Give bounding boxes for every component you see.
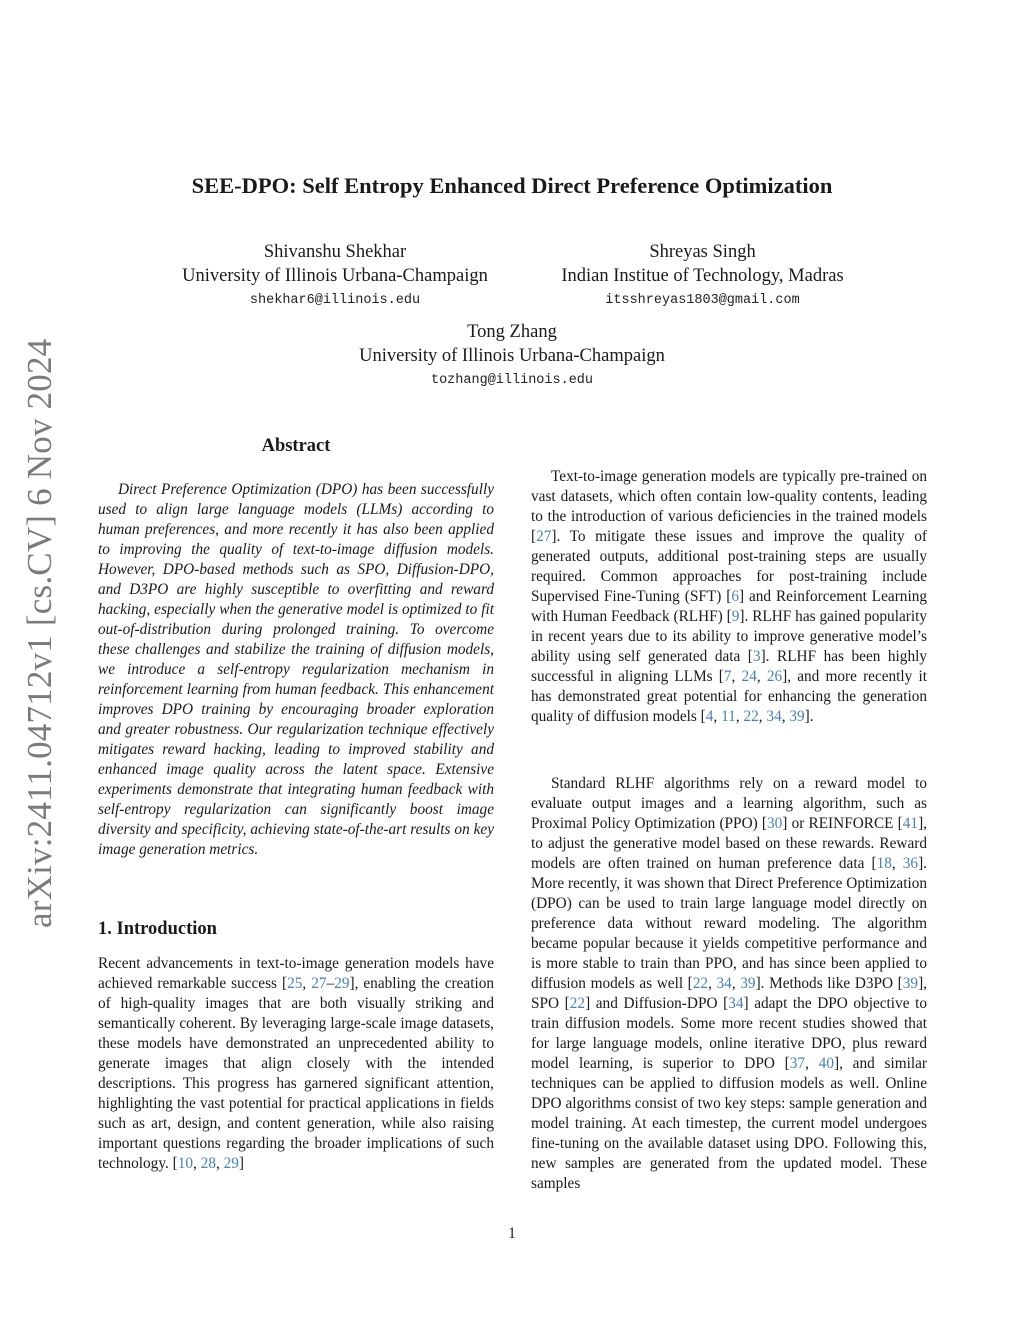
citation-link[interactable]: 4 bbox=[705, 708, 714, 725]
page-number: 1 bbox=[508, 1225, 516, 1242]
citation-link[interactable]: 22 bbox=[692, 975, 709, 992]
author-name: Tong Zhang bbox=[467, 322, 557, 342]
citation-link[interactable]: 10 bbox=[177, 1155, 194, 1172]
citation-link[interactable]: 6 bbox=[731, 588, 739, 605]
intro-paragraph-1: Recent advancements in text-to-image generation models have achieved remarkable success [25, 27–29], enabling the creation of high-quality images that are both visually striking and semantically coherent. By leveraging large-scale image datasets, these models have demonstrated an unprecedented ability to generate images that align closely with the intended descriptions. This progress has garnered significant attention, highlighting the vast potential for practical applications in fields such as art, design, and content generation, while also raising important questions regarding the broader implications of such technology. [10, 28, 29] bbox=[98, 955, 495, 1172]
author-affiliation: University of Illinois Urbana-Champaign bbox=[182, 266, 488, 286]
citation-link[interactable]: 9 bbox=[731, 608, 740, 625]
citation-link[interactable]: 41 bbox=[902, 815, 919, 832]
author-email[interactable]: itsshreyas1803@gmail.com bbox=[605, 293, 800, 308]
citation-link[interactable]: 3 bbox=[752, 648, 761, 665]
citation-link[interactable]: 27 bbox=[311, 975, 327, 992]
citation-link[interactable]: 39 bbox=[789, 708, 805, 725]
section-heading-introduction: 1. Introduction bbox=[98, 919, 217, 939]
citation-link[interactable]: 39 bbox=[902, 975, 919, 992]
abstract-text: Direct Preference Optimization (DPO) has been successfully used to align large language models (LLMs) according to human preferences, and more recently it has also been applied to improving the quality of text-to-image diffusion models. However, DPO-based methods such as SPO, Diffusion-DPO, and D3PO are highly susceptible to overfitting and reward hacking, especially when the generative model is optimized to fit out-of-distribution during prolonged training. To overcome these challenges and stabilize the training of diffusion models, we introduce a self-entropy regularization mechanism in reinforcement learning from human feedback. This enhancement improves DPO training by encouraging broader exploration and greater robustness. Our regularization technique effectively mitigates reward hacking, leading to improved stability and enhanced image quality across the latent space. Extensive experiments demonstrate that integrating human feedback with self-entropy regularization can significantly boost image diversity and specificity, achieving state-of-the-art results on key image generation metrics. bbox=[98, 481, 494, 858]
paper-title: SEE-DPO: Self Entropy Enhanced Direct Preference Optimization bbox=[191, 173, 833, 198]
citation-link[interactable]: 22 bbox=[743, 708, 759, 725]
author-block bbox=[530, 240, 875, 312]
citation-link[interactable]: 25 bbox=[287, 975, 303, 992]
author-name: Shivanshu Shekhar bbox=[263, 242, 407, 262]
citation-link[interactable]: 22 bbox=[569, 995, 586, 1012]
citation-link[interactable]: 7 bbox=[723, 668, 732, 685]
citation-link[interactable]: 29 bbox=[223, 1155, 239, 1172]
intro-paragraph-2: Text-to-image generation models are typically pre-trained on vast datasets, which often contain low-quality contents, leading to the introduction of various deficiencies in the trained models [27]. To mitigate these issues and improve the quality of generated outputs, additional post-training steps are usually required. Common approaches for post-training include Supervised Fine-Tuning (SFT) [6] and Reinforcement Learning with Human Feedback (RLHF) [9]. RLHF has gained popularity in recent years due to its ability to improve generative model’s ability using self generated data [3]. RLHF has been highly successful in aligning LLMs [7, 24, 26], and more recently it has demonstrated great potential for enhancing the generation quality of diffusion models [4, 11, 22, 34, 39]. bbox=[531, 468, 927, 725]
arxiv-identifier-stamp[interactable]: arXiv:2411.04712v1 [cs.CV] 6 Nov 2024 bbox=[20, 338, 59, 928]
author-affiliation: Indian Institue of Technology, Madras bbox=[561, 266, 844, 286]
citation-link[interactable]: 18 bbox=[876, 855, 892, 872]
author-affiliation: University of Illinois Urbana-Champaign bbox=[359, 346, 665, 366]
citation-link[interactable]: 28 bbox=[200, 1155, 216, 1172]
citation-link[interactable]: 34 bbox=[728, 995, 744, 1012]
citation-link[interactable]: 37 bbox=[789, 1055, 806, 1072]
citation-link[interactable]: 27 bbox=[536, 528, 552, 545]
citation-link[interactable]: 30 bbox=[767, 815, 783, 832]
citation-link[interactable]: 39 bbox=[740, 975, 756, 992]
intro-paragraph-3: Standard RLHF algorithms rely on a reward model to evaluate output images and a learning algorithm, such as Proximal Policy Optimization (PPO) [30] or REINFORCE [41], to adjust the generative model based on these rewards. Reward models are often trained on human preference data [18, 36]. More recently, it was shown that Direct Preference Optimization (DPO) can be used to train large language model directly on preference data without reward modeling. The algorithm became popular because it yields competitive performance and is more stable to train than PPO, and has since been applied to diffusion models as well [22, 34, 39]. Methods like D3PO [39], SPO [22] and Diffusion-DPO [34] adapt the DPO objective to train diffusion models. Some more recent studies showed that for large language models, online iterative DPO, plus reward model learning, is superior to DPO [37, 40], and similar techniques can be applied to diffusion models as well. Online DPO algorithms consist of two key steps: sample generation and model training. At each timestep, the current model undergoes fine-tuning on the available dataset using DPO. Following this, new samples are generated from the updated model. These samples bbox=[531, 775, 928, 1192]
author-block bbox=[312, 320, 712, 392]
citation-link[interactable]: 29 bbox=[334, 975, 350, 992]
citation-link[interactable]: 40 bbox=[818, 1055, 834, 1072]
citation-link[interactable]: 11 bbox=[721, 708, 736, 725]
citation-link[interactable]: 36 bbox=[902, 855, 919, 872]
author-email[interactable]: shekhar6@illinois.edu bbox=[249, 293, 421, 308]
citation-link[interactable]: 34 bbox=[716, 975, 732, 992]
author-email[interactable]: tozhang@illinois.edu bbox=[430, 373, 594, 388]
citation-link[interactable]: 26 bbox=[766, 668, 783, 685]
author-name: Shreyas Singh bbox=[649, 242, 756, 262]
citation-link[interactable]: 34 bbox=[766, 708, 782, 725]
abstract-heading: Abstract bbox=[261, 436, 331, 456]
author-block bbox=[150, 240, 520, 312]
citation-link[interactable]: 24 bbox=[741, 668, 757, 685]
